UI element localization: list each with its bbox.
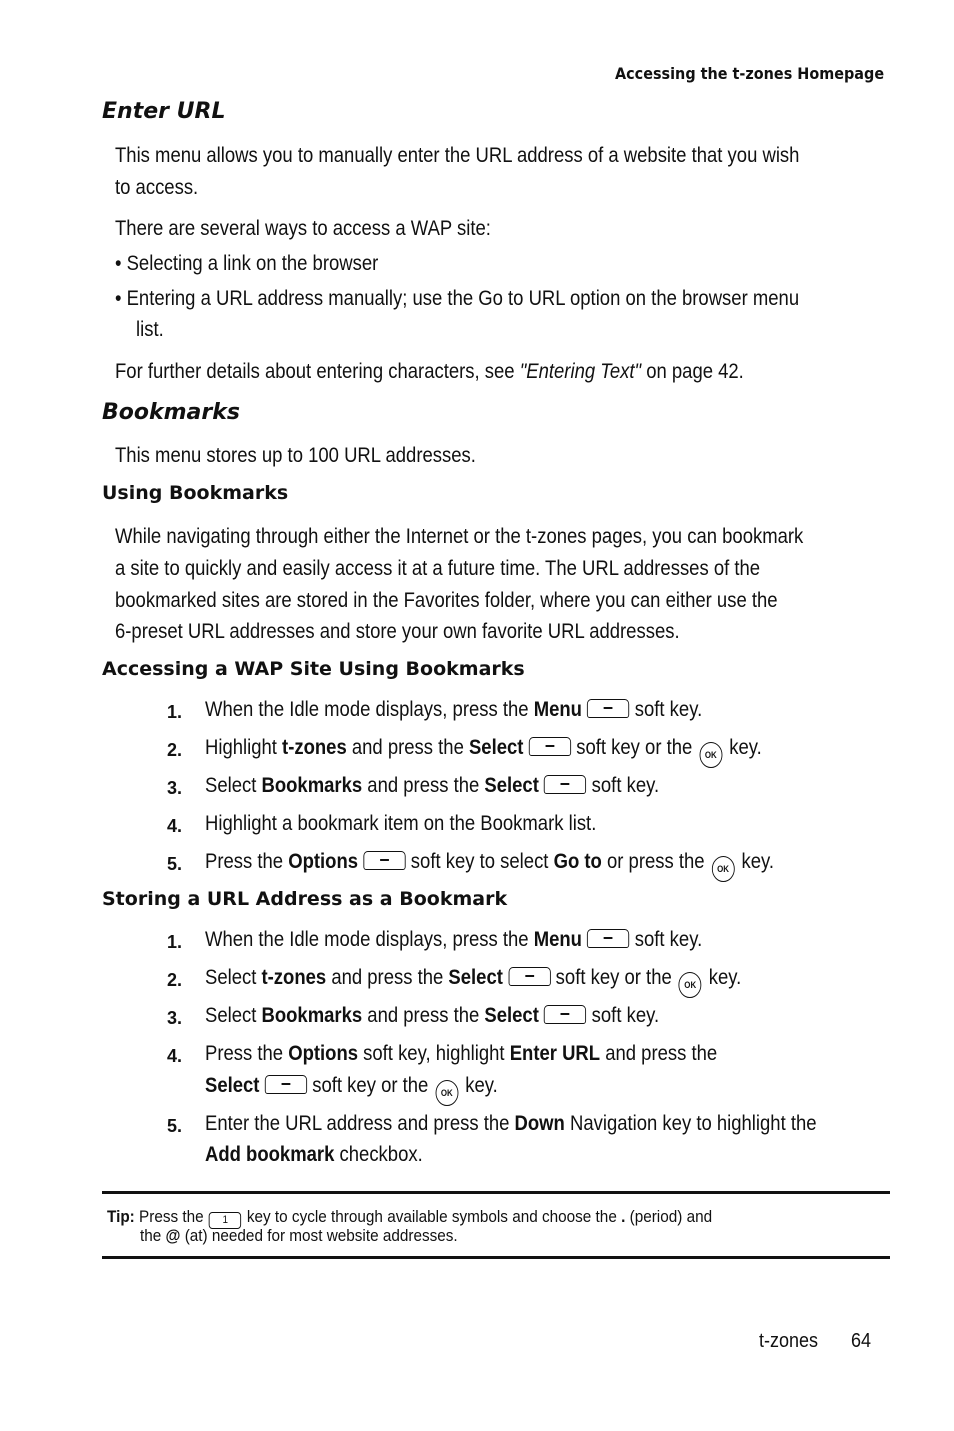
using-bookmarks-heading: Using Bookmarks [102, 482, 289, 504]
accessing-wap-heading: Accessing a WAP Site Using Bookmarks [102, 658, 525, 680]
soft-key-icon [587, 699, 629, 718]
entering-text-link[interactable]: "Entering Text" [519, 360, 642, 383]
step-text: Enter the URL address and press the Down Navigation key to highlight the [205, 1112, 817, 1135]
step-number: 3. [167, 1008, 183, 1028]
ok-key-icon: OK [699, 742, 722, 768]
step-number: 5. [167, 854, 183, 874]
enter-url-intro-line1: This menu allows you to manually enter the URL address of a website that you wish [115, 144, 800, 167]
ok-key-icon: OK [679, 972, 702, 998]
soft-key-icon [544, 1005, 586, 1024]
step-number: 2. [167, 970, 183, 990]
footer-section: t-zones [759, 1330, 819, 1352]
step-text: Select Bookmarks and press the Select soft key. [205, 774, 660, 797]
enter-url-intro-line2: to access. [115, 176, 199, 199]
further-text: For further details about entering characters, see [115, 360, 520, 383]
soft-key-icon [529, 737, 571, 756]
step-number: 3. [167, 778, 183, 798]
bookmarks-heading: Bookmarks [102, 400, 240, 425]
storing-url-heading: Storing a URL Address as a Bookmark [102, 888, 508, 910]
tip-line1: Tip: Press the 1 key to cycle through available symbols and choose the . (period) and [107, 1207, 712, 1229]
using-bookmarks-line: While navigating through either the Internet or the t-zones pages, you can bookmark [115, 525, 804, 548]
tip-label: Tip: [107, 1207, 135, 1226]
running-header: Accessing the t-zones Homepage [615, 64, 885, 83]
page-number: 64 [851, 1330, 872, 1352]
step-number: 2. [167, 740, 183, 760]
step-number: 1. [167, 932, 183, 952]
ways-intro: There are several ways to access a WAP site: [115, 217, 491, 240]
bookmarks-stores: This menu stores up to 100 URL addresses. [115, 444, 476, 467]
tip-line2: the @ (at) needed for most website addresses. [140, 1226, 458, 1245]
using-bookmarks-line: 6-preset URL addresses and store your own favorite URL addresses. [115, 620, 680, 643]
soft-key-icon [265, 1075, 307, 1094]
soft-key-icon [587, 929, 629, 948]
step-number: 4. [167, 816, 183, 836]
bullet-item: • Entering a URL address manually; use the Go to URL option on the browser menu [115, 287, 800, 310]
step-text: Select Bookmarks and press the Select soft key. [205, 1004, 660, 1027]
step-text: When the Idle mode displays, press the Menu soft key. [205, 928, 703, 951]
step-text-continuation: Add bookmark checkbox. [205, 1143, 423, 1166]
bullet-item: • Selecting a link on the browser [115, 252, 379, 275]
ok-key-icon: OK [712, 856, 735, 882]
step-text-continuation: Select soft key or the OK key. [205, 1070, 498, 1106]
further-text: on page 42. [641, 360, 744, 383]
soft-key-icon [363, 851, 405, 870]
further-details [115, 356, 744, 388]
soft-key-icon [508, 967, 550, 986]
step-text: Press the Options soft key, highlight Enter URL and press the [205, 1042, 718, 1065]
one-key-icon: 1 [209, 1212, 241, 1229]
soft-key-icon [544, 775, 586, 794]
using-bookmarks-line: a site to quickly and easily access it at a future time. The URL addresses of the [115, 557, 761, 580]
bullet-item-continuation: list. [136, 318, 164, 341]
step-text: Select t-zones and press the Select soft key or the OK key. [205, 962, 741, 998]
step-number: 5. [167, 1116, 183, 1136]
enter-url-heading: Enter URL [102, 99, 226, 124]
using-bookmarks-line: bookmarked sites are stored in the Favorites folder, where you can either use the [115, 589, 778, 612]
step-number: 4. [167, 1046, 183, 1066]
step-text: Press the Options soft key to select Go to or press the OK key. [205, 846, 774, 882]
step-number: 1. [167, 702, 183, 722]
tip-bottom-rule [102, 1256, 890, 1259]
ok-key-icon: OK [435, 1080, 458, 1106]
step-text: Highlight a bookmark item on the Bookmark list. [205, 812, 597, 835]
step-text: When the Idle mode displays, press the Menu soft key. [205, 698, 703, 721]
step-text: Highlight t-zones and press the Select soft key or the OK key. [205, 732, 762, 768]
tip-top-rule [102, 1191, 890, 1194]
